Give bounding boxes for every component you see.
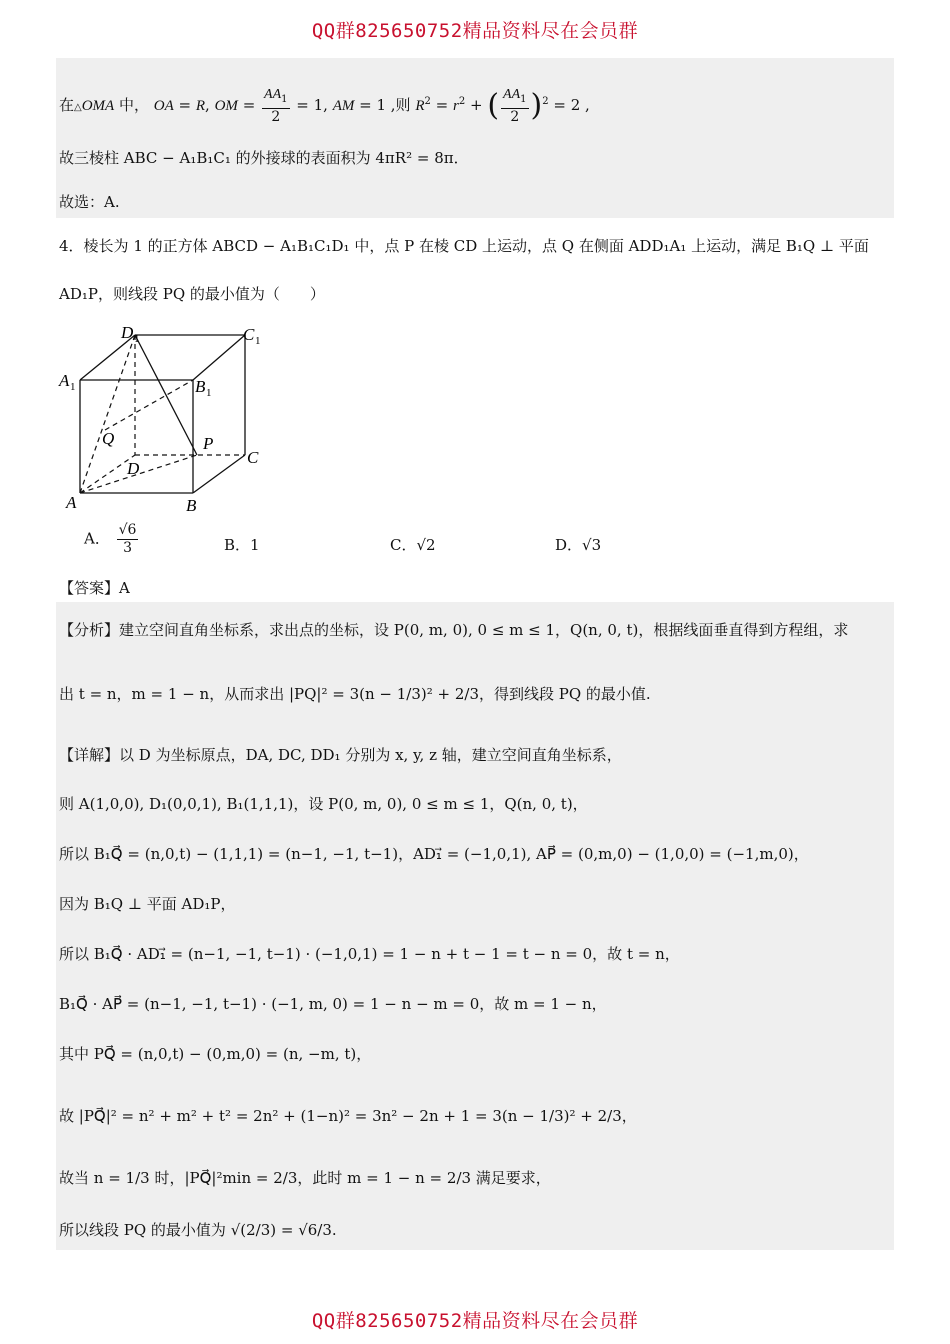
- prev-line-2: 故三棱柱 ABC − A₁B₁C₁ 的外接球的表面积为 4πR² = 8π．: [59, 149, 469, 167]
- watermark-top: QQ群825650752精品资料尽在会员群: [311, 20, 639, 42]
- label-D: D: [127, 459, 140, 478]
- svg-text:1: 1: [134, 333, 140, 345]
- label-A1: A: [59, 371, 70, 390]
- svg-text:1: 1: [70, 381, 76, 393]
- answer-line: [59, 578, 130, 598]
- svg-text:1: 1: [255, 335, 261, 347]
- detail-line-2: 则 A(1,0,0), D₁(0,0,1), B₁(1,1,1)，设 P(0, m, 0), 0 ≤ m ≤ 1，Q(n, 0, t)，: [59, 795, 588, 813]
- option-b[interactable]: B．1: [224, 536, 260, 554]
- option-d[interactable]: D．√3: [555, 536, 602, 554]
- option-a[interactable]: A． $\frac{√6}{3}$: [84, 522, 137, 556]
- label-B1: B: [195, 377, 206, 396]
- detail-line-3: 所以 B₁Q⃗ = (n,0,t) − (1,1,1) = (n−1, −1, t−1)，AD₁⃗ = (−1,0,1), AP⃗ = (0,m,0) − (1,0,0) = (−1,m,0)，: [59, 845, 809, 863]
- question-stem-line-1: [59, 236, 869, 256]
- analysis-line-2: 出 t = n，m = 1 − n，从而求出 |PQ|² = 3(n − 1/3)² + 2/3，得到线段 PQ 的最小值.: [59, 685, 651, 703]
- question-stem-1: 棱长为 1 的正方体 ABCD − A₁B₁C₁D₁ 中，点 P 在棱 CD 上运动，点 Q 在侧面 ADD₁A₁ 上运动，满足 B₁Q ⊥ 平面: [83, 237, 869, 255]
- label-A: A: [66, 493, 77, 512]
- svg-text:1: 1: [206, 387, 212, 399]
- detail-line-7: 其中 PQ⃗ = (n,0,t) − (0,m,0) = (n, −m, t)，: [59, 1045, 372, 1063]
- detail-line-9: 故当 n = 1/3 时，|PQ⃗|²min = 2/3，此时 m = 1 − n = 2/3 满足要求，: [59, 1169, 551, 1187]
- label-C: C: [247, 448, 259, 467]
- answer-value: A: [119, 579, 130, 597]
- question-stem-line-2: AD₁P，则线段 PQ 的最小值为（ ）: [59, 285, 325, 303]
- prev-line-1: 在△OMA 中， OA = R, OM = $\frac{AA_1}{2}$ = 1, AM = 1 ,则 $R^2 = r^2$ + ( $\frac{AA_1}{2}$ )$^2$ = 2 ,: [59, 87, 590, 125]
- option-c[interactable]: C．√2: [390, 536, 436, 554]
- detail-line-1: 【详解】以 D 为坐标原点，DA, DC, DD₁ 分别为 x, y, z 轴，建立空间直角坐标系，: [59, 746, 622, 764]
- analysis-line-1: 【分析】建立空间直角坐标系，求出点的坐标，设 P(0, m, 0), 0 ≤ m ≤ 1，Q(n, 0, t)，根据线面垂直得到方程组，求: [59, 621, 849, 639]
- detail-line-6: B₁Q⃗ · AP⃗ = (n−1, −1, t−1) · (−1, m, 0) = 1 − n − m = 0，故 m = 1 − n，: [59, 995, 607, 1013]
- label-C1: C: [243, 325, 255, 344]
- label-B: B: [186, 496, 197, 515]
- cube-figure: [55, 318, 275, 518]
- label-Q: Q: [102, 429, 115, 448]
- label-P: P: [203, 434, 214, 453]
- detail-line-10: 所以线段 PQ 的最小值为 √(2/3) = √6/3.: [59, 1221, 337, 1239]
- detail-line-4: 因为 B₁Q ⊥ 平面 AD₁P，: [59, 895, 236, 913]
- label-D1: D: [121, 323, 134, 342]
- question-number: 4．: [59, 237, 84, 255]
- prev-line-3: 故选：A.: [59, 193, 120, 211]
- watermark-bottom: QQ群825650752精品资料尽在会员群: [311, 1310, 639, 1332]
- answer-tag: 【答案】: [59, 579, 120, 597]
- detail-line-5: 所以 B₁Q⃗ · AD₁⃗ = (n−1, −1, t−1) · (−1,0,1) = 1 − n + t − 1 = t − n = 0，故 t = n，: [59, 945, 680, 963]
- detail-line-8: 故 |PQ⃗|² = n² + m² + t² = 2n² + (1−n)² = 3n² − 2n + 1 = 3(n − 1/3)² + 2/3，: [59, 1107, 637, 1125]
